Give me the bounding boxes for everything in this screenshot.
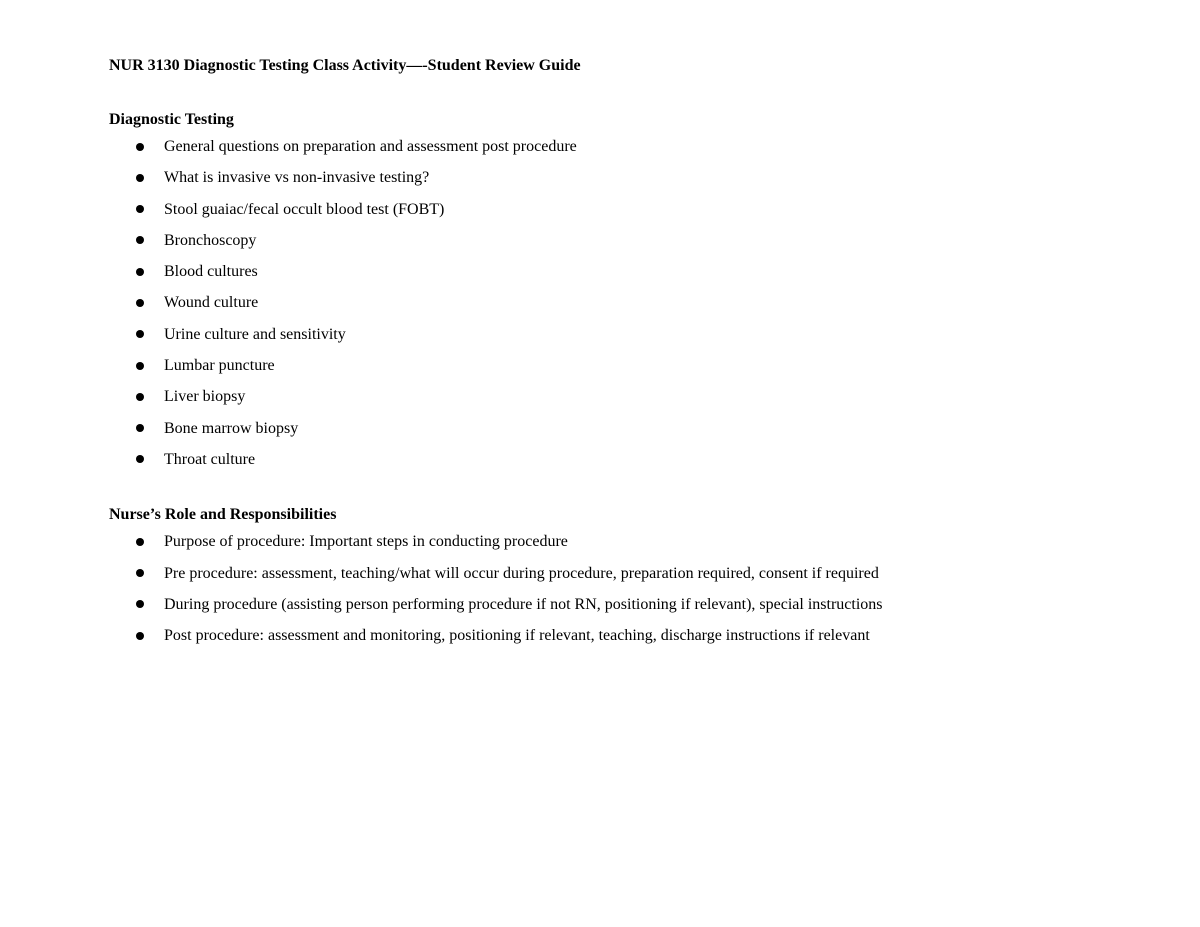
list-item-text: Stool guaiac/fecal occult blood test (FOBT) <box>164 200 445 218</box>
list-item <box>109 526 1169 557</box>
list-item <box>109 558 1169 589</box>
bullet-icon <box>136 393 144 401</box>
section-heading-diagnostic-testing: Diagnostic Testing <box>109 111 234 128</box>
list-item <box>109 162 1169 193</box>
list-item-text: Throat culture <box>164 450 256 468</box>
list-item-text: What is invasive vs non-invasive testing? <box>164 169 430 187</box>
list-item <box>109 131 1169 162</box>
bullet-icon <box>136 143 144 151</box>
bullet-icon <box>136 455 144 463</box>
list-item-text: Bronchoscopy <box>164 231 257 249</box>
bullet-icon <box>136 236 144 244</box>
list-item-text: Wound culture <box>164 294 259 312</box>
bullet-icon <box>136 538 144 546</box>
list-item <box>109 413 1169 444</box>
list-item <box>109 381 1169 412</box>
list-item <box>109 194 1169 225</box>
list-item <box>109 256 1169 287</box>
list-item-text: Urine culture and sensitivity <box>164 325 346 343</box>
list-item-text: Blood cultures <box>164 263 258 281</box>
list-item-text: Post procedure: assessment and monitoring, positioning if relevant, teaching, discharge instructions if relevant <box>164 627 870 645</box>
list-item-text: Pre procedure: assessment, teaching/what will occur during procedure, preparation required, consent if required <box>164 564 879 582</box>
bullet-icon <box>136 424 144 432</box>
list-item-text: General questions on preparation and assessment post procedure <box>164 138 577 155</box>
nurses-role-list <box>109 526 1169 651</box>
bullet-icon <box>136 299 144 307</box>
list-item <box>109 620 1169 651</box>
list-item <box>109 319 1169 350</box>
bullet-icon <box>136 205 144 213</box>
list-item-text: Liver biopsy <box>164 388 246 406</box>
bullet-icon <box>136 362 144 370</box>
list-item <box>109 287 1169 318</box>
bullet-icon <box>136 330 144 338</box>
list-item <box>109 589 1169 620</box>
list-item <box>109 350 1169 381</box>
diagnostic-testing-list <box>109 131 1169 475</box>
list-item-text: Purpose of procedure: Important steps in conducting procedure <box>164 533 568 551</box>
document-page <box>109 55 1169 651</box>
list-item <box>109 444 1169 475</box>
list-item <box>109 225 1169 256</box>
bullet-icon <box>136 632 144 640</box>
bullet-icon <box>136 600 144 608</box>
list-item-text: Lumbar puncture <box>164 357 275 375</box>
bullet-icon <box>136 569 144 577</box>
section-heading-nurses-role: Nurse’s Role and Responsibilities <box>109 506 337 524</box>
document-title: NUR 3130 Diagnostic Testing Class Activity—-Student Review Guide <box>109 57 581 74</box>
bullet-icon <box>136 174 144 182</box>
list-item-text: During procedure (assisting person performing procedure if not RN, positioning if relevant), special instructions <box>164 595 883 613</box>
bullet-icon <box>136 268 144 276</box>
list-item-text: Bone marrow biopsy <box>164 419 299 437</box>
